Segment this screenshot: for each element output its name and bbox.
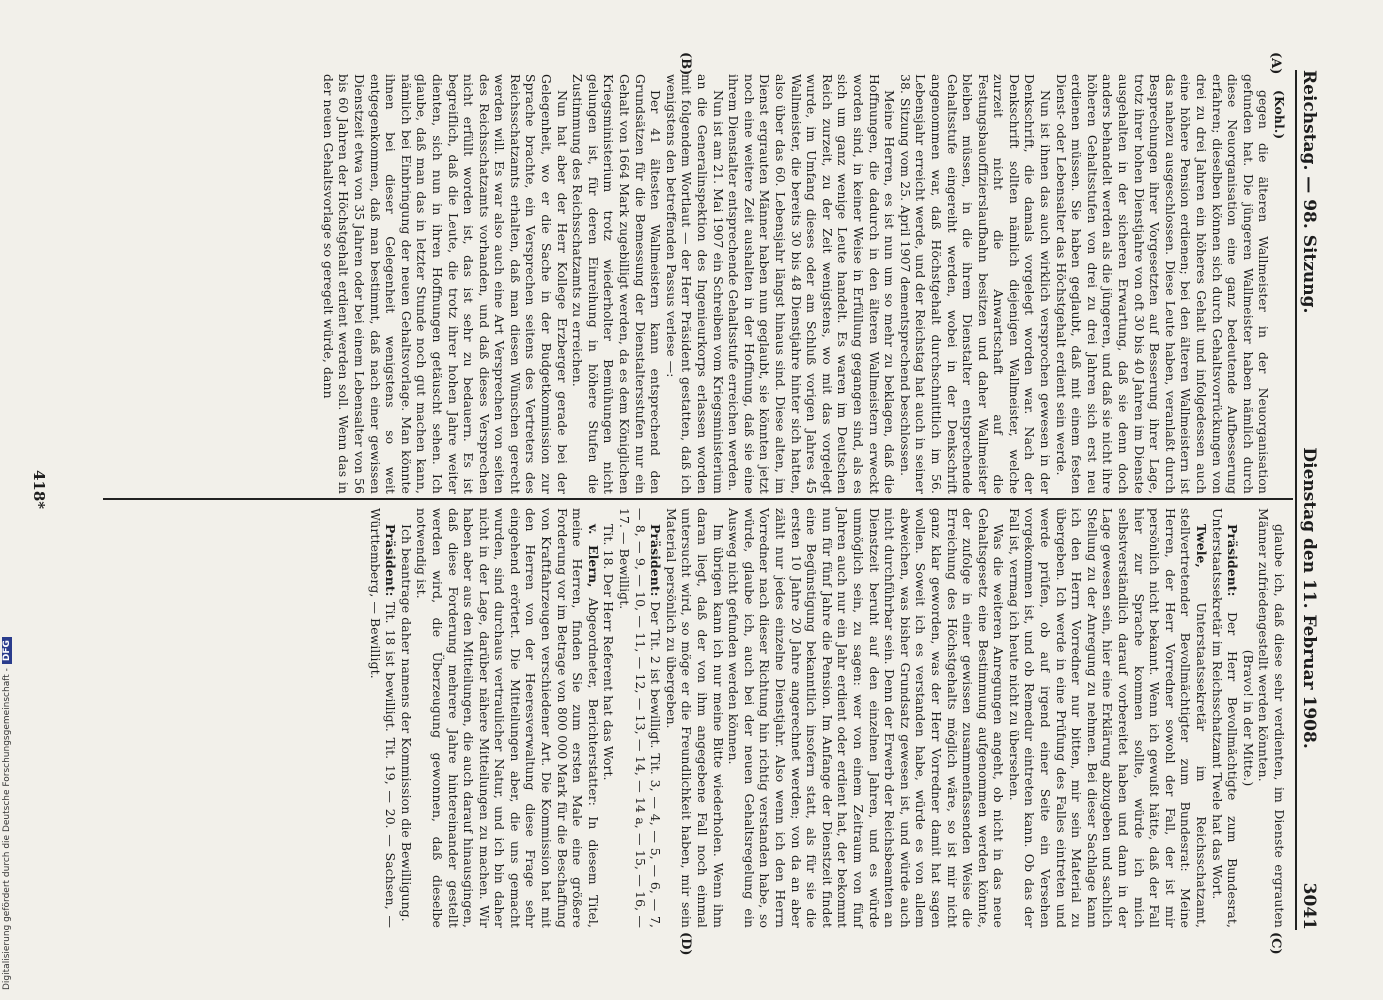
paragraph xyxy=(1240,508,1256,928)
paragraph xyxy=(897,74,1053,494)
paragraph xyxy=(367,508,398,928)
digitization-footer xyxy=(2,520,24,990)
paragraph xyxy=(601,508,617,928)
paragraph-text: Meine Herren, es ist nun um so mehr zu beklagen, daß die Hoffnungen, die dadurch in den älteren Wallmeistern erweckt worden sind, in keiner Weise in Erfüllung gegangen sind, als es sich um ganz wenige Leute handelt. Es waren im Deutschen Reich zurzeit, zu der Zeit wenigstens, wo mit das vorgelegt wurde, im Umfang dieses oder am Schluß vorigen Jahres 45 Wallmeister, die bereits 30 bis 48 Dienstjahre hinter sich hatten, also über das 60. Lebensjahr längst hinaus sind. Diese alten, im Dienst ergrauten Männer haben nun geglaubt, sie könnten jetzt noch eine weitere Zeit aushalten in der Hoffnung, daß sie eine ihrem Dienstalter entsprechende Gehaltsstufe erreichen werden. xyxy=(726,74,898,494)
paragraph xyxy=(1209,508,1240,928)
paragraph-text: Der Tit. 2 ist bewilligt. Tit. 3, — 4, — 5, — 6, — 7, — 8, — 9, — 10, — 11, — 12, — 13, — 14, — 14 a, — 15, — 16, — 17. — Bewilligt. xyxy=(617,508,664,928)
paragraph xyxy=(663,508,725,928)
paragraph-text: Nun ist am 21. Mai 1907 ein Schreiben vom Kriegsministerium an die Generalinspektion des Ingenieurkorps erlassen worden mit folgendem Wortlaut — der Herr Präsident gestatten, daß ich wenigstens den betreffenden Passus verlese —: xyxy=(663,74,726,494)
paragraph-text: Ich beantrage daher namens der Kommission die Bewilligung. xyxy=(398,524,414,922)
paragraph xyxy=(663,74,725,494)
paragraph xyxy=(1006,508,1209,928)
margin-mark-a: (A) xyxy=(1268,52,1283,75)
paragraph-text: Nun ist ihnen das auch wirklich versprochen gewesen in der Denkschrift, die damals vorgelegt worden war. Nach der Denkschrift sollten nämlich diejenigen Wallmeister, welche zurzeit nicht die Anwartschaft auf die Festungsbauoffizierslaufbahn besitzen und daher Wallmeister bleiben müssen, in die ihrem Dienstalter entsprechende Gehaltsstufe eingereiht werden, wobei in der Denkschrift angenommen war, daß Höchstgehalt durchschnittlich im 56. Lebensjahr erreicht werde, und der Reichstag hat auch in seiner 38. Sitzung vom 25. April 1907 dementsprechend beschlossen. xyxy=(897,74,1054,494)
speaker-name: Präsident: xyxy=(1225,524,1241,597)
speaker-name: Twele, xyxy=(1194,524,1210,568)
paragraph-text: gegen die älteren Wallmeister in der Neuorganisation gefunden hat. Die jüngeren Wallmeister haben nämlich durch diese Neuorganisation eine ganz bedeutende Aufbesserung erfahren; dieselben können sich durch Gehaltsvorrückungen von drei zu drei Jahren ein höheres Gehalt und infolgedessen auch eine höhere Pension erdienen; bei den älteren Wallmeistern ist das nahezu ausgeschlossen. Diese Leute haben, veranlaßt durch Besprechungen ihrer Vorgesetzten auf Besserung ihrer Lage, trotz ihrer hohen Dienstjahre von oft 30 bis 40 Jahren im Dienste ausgehalten in der sicheren Erwartung, daß sie denn doch anders behandelt werden als die jüngeren, und daß sie nicht ihre höheren Gehaltsstufen von drei zu drei Jahren sich erst neu erdienen müssen. Sie haben geglaubt, daß mit einem festen Dienst- oder Lebensalter das Höchstgehalt erdient sein werde. xyxy=(1053,74,1272,494)
paragraph-text: Im übrigen kann ich nur meine Bitte wiederholen. Wenn ihm daran liegt, daß der von ihm angegebene Fall noch einmal untersucht wird, so möge er die Freundlichkeit haben, mir sein Material persönlich zu übergeben. xyxy=(663,508,726,928)
paragraph xyxy=(1053,74,1271,494)
page-header xyxy=(1297,70,1321,930)
header-page-number: 3041 xyxy=(1299,882,1319,930)
paragraph-text: Abgeordneter, Berichterstatter: In diesem Titel, meine Herren, finden Sie zum ersten Male eine größere Forderung vor im Betrage von 800 000 Mark für die Beschaffung von Kraftfahrzeugen verschiedener Art. Die Kommission hat mit den Herren von der Heeresverwaltung diese Frage sehr eingehend erörtert. Die Mitteilungen aber, die uns gemacht wurden, sind durchaus vertraulicher Natur, und ich bin daher nicht in der Lage, darüber nähere Mitteilungen zu machen. Wir haben aber aus den Mitteilungen, die auch darauf hinausgingen, daß diese Forderung mehrere Jahre hintereinander gestellt werden wird, die Überzeugung gewonnen, daß dieselbe notwendig ist. xyxy=(414,508,601,928)
speaker-name: Präsident: xyxy=(648,524,664,597)
margin-mark-d: (D) xyxy=(678,932,693,956)
column-divider xyxy=(103,498,1293,500)
speaker-name: (Kohl.) xyxy=(1272,90,1287,140)
paragraph-text: Tit. 18. Der Herr Referent hat das Wort. xyxy=(601,524,617,781)
footer-text: Digitalisierung gefördert durch die Deutsche Forschungsgemeinschaft - xyxy=(2,668,12,990)
paragraph xyxy=(616,508,663,928)
paragraph xyxy=(1256,508,1287,928)
paragraph-text: glaube ich, daß diese sehr verdienten, im Dienste ergrauten Männer zufriedengestellt werden könnten. xyxy=(1256,508,1287,928)
paragraph xyxy=(398,508,414,928)
paragraph-text: Tit. 18 ist bewilligt. Tit. 19, — 20. — Sachsen, — Württemberg, — Bewilligt. xyxy=(367,508,399,928)
paragraph-text: Nun hat aber der Herr Kollege Erzberger gerade bei der Gelegenheit, wo er die Sache in der Budgetkommission zur Sprache brachte, ein Versprechen seitens des Vertreters des Reichsschatzamts erhalten, daß man diesen Wünschen gerecht werden will. Es war also auch eine Art Versprechen von seiten des Reichsschatzamts vorhanden, und daß dieses Versprechen nicht erfüllt worden ist, das ist sehr zu bedauern. Es ist begreiflich, daß die Leute, die trotz ihrer hohen Jahre weiter dienten, sich nun in ihren Hoffnungen getäuscht sehen. Ich glaube, daß man das in letzter Stunde noch gut machen kann, nämlich bei Einbringung der neuen Gehaltsvorlage. Man könnte ihnen bei dieser Gelegenheit wenigstens so weit entgegenkommen, daß man bestimmt, daß nach einer gewissen Dienstzeit etwa von 35 Jahren oder bei einem Lebensalter von 56 bis 60 Jahren der Höchstgehalt erdient werden soll. Wenn das in der neuen Gehaltsvorlage so geregelt würde, dann xyxy=(320,74,570,494)
header-left: Reichstag. — 98. Sitzung. xyxy=(1299,70,1319,314)
speaker-name: Präsident: xyxy=(383,524,399,597)
paragraph xyxy=(414,508,601,928)
margin-mark-c: (C) xyxy=(1268,932,1283,955)
header-rule xyxy=(1295,70,1297,930)
paragraph xyxy=(726,74,898,494)
paragraph xyxy=(726,508,1007,928)
dfg-logo: DFG xyxy=(2,637,12,664)
paragraph-text: Der 41 ältesten Wallmeistern kann entsprechend den Grundsätzen für die Bemessung der Dienstaltersstufen nur ein Gehalt von 1664 Mark zugebilligt werden, da es dem Königlichen Kriegsministerium trotz wiederholter Bemühungen nicht gelungen ist, für deren Einreihung in höhere Stufen die Zustimmung des Reichsschatzamts zu erreichen. xyxy=(570,74,664,494)
margin-mark-b: (B) xyxy=(678,52,693,76)
header-center: Dienstag den 11. Februar 1908. xyxy=(1299,447,1319,749)
paragraph xyxy=(320,74,570,494)
speaker-name: v. Elern, xyxy=(585,524,601,588)
right-column xyxy=(367,508,1287,928)
page-footer-number: 418* xyxy=(30,470,48,510)
paragraph-text: Unterstaatssekretär im Reichsschatzamt, stellvertretender Bevollmächtigter zum Bundesrat: Meine Herren, der Herr Vorredner sowohl der Fall, der ist mir persönlich nicht bekannt. Wenn ich gewußt hätte, daß der Fall hier zur Sprache kommen sollte, würde ich mich selbstverständlich darauf vorbereitet haben und dann in der Lage gewesen sein, hier eine Erklärung abzugeben und sachlich Stellung zu der Anregung zu nehmen. Bei dieser Sachlage kann ich den Herrn Vorredner nur bitten, mir sein Material zu übergeben. Ich werde in eine Prüfung des Falles eintreten und werde prüfen, ob auf irgend einer Seite ein Versehen vorgekommen ist, und ob Remedur eintreten kann. Ob das der Fall ist, vermag ich heute nicht zu übersehen. xyxy=(1006,508,1210,928)
paragraph-text: Was die weiteren Anregungen angeht, ob nicht in das neue Gehaltsgesetz eine Bestimmung aufgenommen werden könnte, der zufolge in einer gewissen zusammenfassenden Weise die Erreichung des Höchstgehalts möglich wäre, so ist mir nicht ganz klar geworden, was der Herr Vorredner damit hat sagen wollen. Soweit ich es verstanden habe, würde es von allem abweichen, was bisher Grundsatz gewesen ist, und würde auch nicht durchführbar sein. Denn der Erwerb der Reichsbeamten an Dienstzeit beruht auf den einzelnen Jahren, und es würde unmöglich sein, zu sagen: wer von einem Zeitraum von fünf Jahren auch nur ein Jahr erdient oder erdient hat, der bekommt nun für fünf Jahre die Pension. Im Anfange der Dienstzeit findet eine Begünstigung bekanntlich insofern statt, als für sie die ersten 10 Jahre 20 Jahre angerechnet werden; von da an aber zählt nur jedes einzelne Dienstjahr. Also wenn ich den Herrn Vorredner nach dieser Richtung hin richtig verstanden habe, so würde, glaube ich, auch bei der neuen Gehaltsregelung ein Ausweg nicht gefunden werden können. xyxy=(726,508,1007,928)
left-column xyxy=(320,74,1287,494)
paragraph-text: (Bravo! in der Mitte.) xyxy=(1240,649,1256,787)
paragraph xyxy=(1271,74,1287,494)
paragraph-text: Der Herr Bevollmächtigte zum Bundesrat, Unterstaatssekretär im Reichsschatzamt Twele hat das Wort. xyxy=(1209,508,1241,928)
paragraph xyxy=(570,74,664,494)
